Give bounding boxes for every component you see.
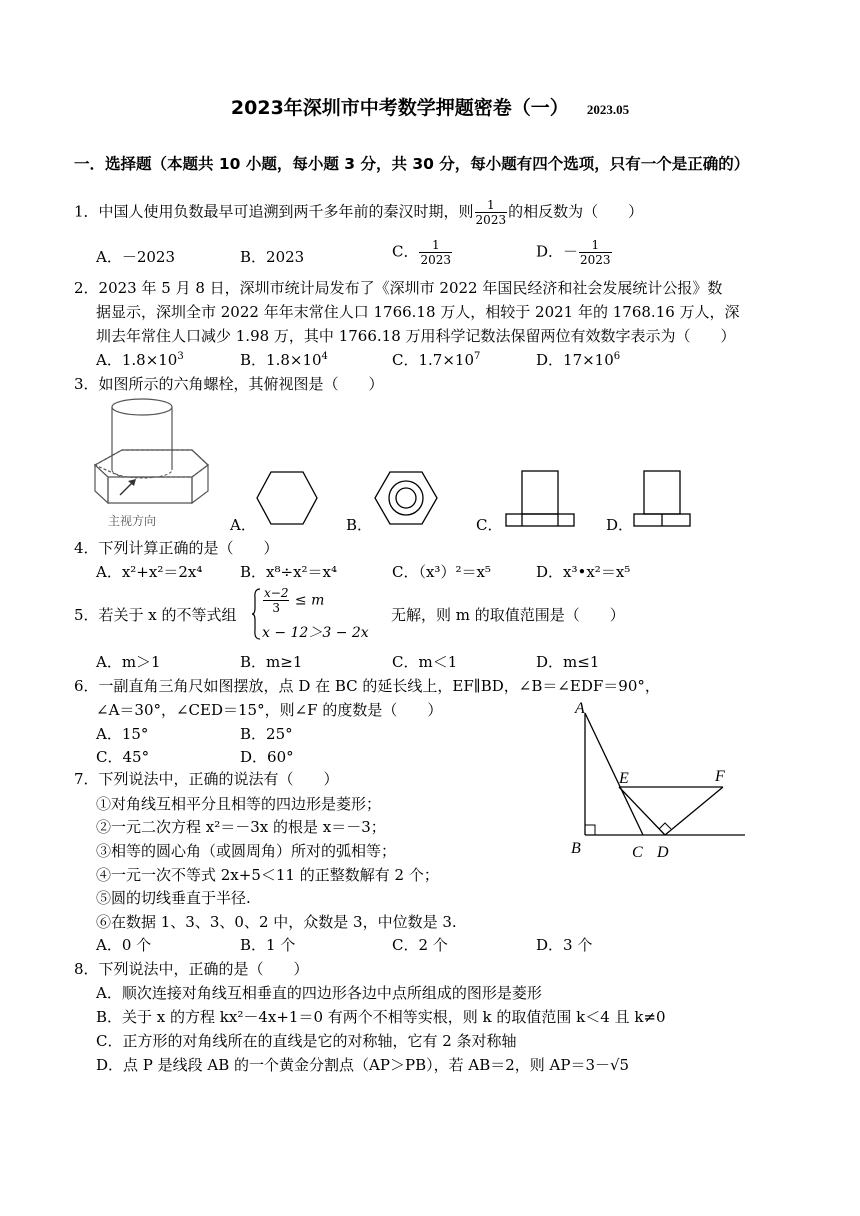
q1-text-b: 的相反数为（ ）: [508, 202, 644, 221]
q7-option-c: C．2 个: [392, 936, 448, 954]
q3-option-b: B．: [346, 516, 373, 534]
q5-option-a: A．m＞1: [96, 653, 161, 671]
q2-d-text: D．17×10: [536, 351, 614, 369]
q1-option-c-frac: [419, 238, 452, 267]
q5-stem-b: 无解，则 m 的取值范围是（ ）: [391, 606, 625, 624]
q7-option-a: A．0 个: [96, 936, 152, 954]
q5-option-b: B．m≥1: [240, 653, 303, 671]
q1-option-a: A．－2023: [96, 248, 176, 266]
q1-d-den: 2023: [580, 253, 611, 267]
q7-item-6: ⑥在数据 1、3、3、0、2 中，众数是 3，中位数是 3.: [96, 913, 457, 931]
q2-line-2: 据显示，深圳全市 2022 年年末常住人口 1766.18 万人，相较于 2021 年的 1768.16 万人，深: [96, 303, 740, 321]
q6-option-b: B．25°: [240, 725, 293, 743]
q3-option-c: C．: [476, 516, 503, 534]
q8-option-a: A．顺次连接对角线互相垂直的四边形各边中点所组成的图形是菱形: [96, 984, 542, 1002]
q5-inequality-1: [262, 586, 324, 615]
q4-option-d: D．x³•x²＝x⁵: [536, 563, 631, 581]
q1-option-c: [392, 238, 453, 267]
q1-option-c-label: C．: [392, 242, 419, 261]
label-f: F: [715, 768, 725, 785]
q2-b-text: B．1.8×10: [240, 351, 322, 369]
q3-option-a: A．: [230, 516, 256, 534]
q2-d-exp: 6: [613, 351, 621, 362]
page-title: [0, 93, 860, 120]
q3-option-d: D．: [606, 516, 634, 534]
q1-option-d: [536, 238, 613, 267]
q7-item-5: ⑤圆的切线垂直于半径.: [96, 889, 251, 907]
label-b: B: [571, 840, 581, 857]
q5-stem-a: 5．若关于 x 的不等式组: [74, 606, 237, 624]
q1-frac-den: 2023: [475, 213, 507, 227]
label-c: C: [632, 844, 643, 861]
title-text: 2023年深圳市中考数学押题密卷（一）: [230, 97, 569, 119]
front-view-d-icon: [632, 470, 692, 528]
q2-option-a: [96, 349, 184, 370]
q7-item-3: ③相等的圆心角（或圆周角）所对的弧相等；: [96, 842, 397, 860]
q5-option-c: C．m＜1: [392, 653, 458, 671]
q8-option-d: D．点 P 是线段 AB 的一个黄金分割点（AP＞PB），若 AB＝2，则 AP＝3－√5: [96, 1056, 630, 1074]
section-heading: 一．选择题（本题共 10 小题，每小题 3 分，共 30 分，每小题有四个选项，只有一个是正确的）: [74, 155, 750, 173]
hexagon-icon: [255, 470, 319, 528]
q7-option-d: D．3 个: [536, 936, 593, 954]
q1-option-d-frac: [579, 238, 612, 267]
q4-option-a: A．x²+x²＝2x⁴: [96, 563, 203, 581]
q2-line-1: 2．2023 年 5 月 8 日，深圳市统计局发布了《深圳市 2022 年国民经济和社会发展统计公报》数: [74, 279, 723, 297]
q1-option-d-label: D．－: [536, 242, 579, 261]
q5-ineq1-frac: [263, 586, 289, 615]
hexagon-nut-icon: [373, 470, 439, 528]
q2-option-d: [536, 349, 620, 370]
label-a: A: [575, 700, 585, 717]
q2-c-text: C．1.7×10: [392, 351, 474, 369]
exam-date: 2023.05: [586, 102, 630, 117]
q5-ineq1-num: x−2: [264, 586, 289, 600]
q2-c-exp: 7: [474, 351, 481, 362]
q3-stem: 3．如图所示的六角螺栓，其俯视图是（ ）: [74, 375, 384, 393]
q4-option-c: C．（x³）²＝x⁵: [392, 563, 491, 581]
q6-line-1: 6．一副直角三角尺如图摆放，点 D 在 BC 的延长线上，EF∥BD，∠B＝∠EDF＝90°，: [74, 677, 660, 695]
q8-option-c: C．正方形的对角线所在的直线是它的对称轴，它有 2 条对称轴: [96, 1032, 517, 1050]
q1-c-num: 1: [419, 238, 452, 253]
q5-option-d: D．m≤1: [536, 653, 600, 671]
q1-frac-num: 1: [475, 198, 508, 213]
q7-item-2: ②一元二次方程 x²＝－3x 的根是 x＝－3；: [96, 818, 386, 836]
brace-icon: [251, 588, 261, 640]
triangle-figure: [565, 695, 750, 865]
q7-item-1: ①对角线互相平分且相等的四边形是菱形；: [96, 795, 382, 813]
q7-stem: 7．下列说法中，正确的说法有（ ）: [74, 770, 339, 788]
q1-option-b: B．2023: [240, 248, 305, 266]
q6-line-2: ∠A＝30°，∠CED＝15°，则∠F 的度数是（ ）: [96, 701, 443, 719]
q1-d-num: 1: [579, 238, 612, 253]
q8-stem: 8．下列说法中，正确的是（ ）: [74, 960, 309, 978]
label-e: E: [619, 770, 629, 787]
q2-a-text: A．1.8×10: [96, 351, 178, 369]
q1-c-den: 2023: [420, 253, 452, 267]
bolt-figure: [92, 395, 222, 530]
q4-stem: 4．下列计算正确的是（ ）: [74, 539, 279, 557]
q5-inequality-2: x − 12＞3 − 2x: [262, 625, 369, 641]
q8-option-b: B．关于 x 的方程 kx²－4x+1＝0 有两个不相等实根，则 k 的取值范围 k＜4 且 k≠0: [96, 1008, 666, 1026]
q2-line-3: 圳去年常住人口减少 1.98 万，其中 1766.18 万用科学记数法保留两位有效数字表示为（ ）: [96, 327, 736, 345]
q2-option-c: [392, 349, 480, 370]
q2-a-exp: 3: [177, 351, 184, 362]
q7-option-b: B．1 个: [240, 936, 296, 954]
label-d: D: [657, 844, 669, 861]
q2-option-b: [240, 349, 328, 370]
q7-item-4: ④一元一次不等式 2x+5＜11 的正整数解有 2 个；: [96, 866, 439, 884]
front-view-c-icon: [504, 470, 576, 528]
q5-ineq1-den: 3: [272, 601, 281, 615]
q6-option-a: A．15°: [96, 725, 149, 743]
q5-ineq1-rhs: ≤ m: [294, 592, 325, 609]
q2-b-exp: 4: [321, 351, 328, 362]
q1-fraction: [475, 198, 508, 227]
question-1-stem: [74, 198, 643, 227]
q1-text-a: 1．中国人使用负数最早可追溯到两千多年前的秦汉时期，则: [74, 202, 474, 221]
view-direction-label: 主视方向: [108, 514, 157, 528]
q4-option-b: B．x⁸÷x²＝x⁴: [240, 563, 338, 581]
q6-option-d: D．60°: [240, 748, 294, 766]
q6-option-c: C．45°: [96, 748, 150, 766]
